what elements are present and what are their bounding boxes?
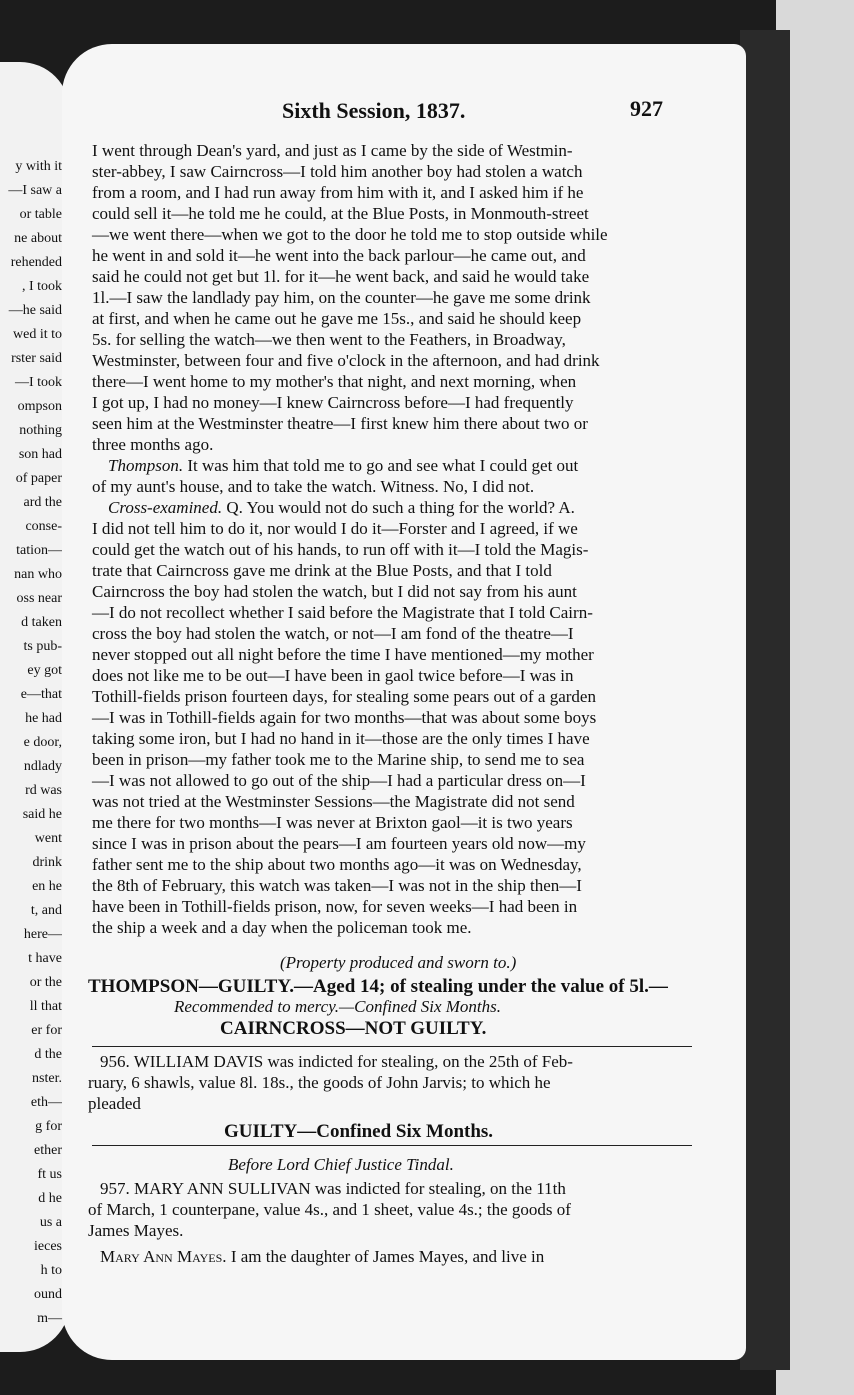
- text-line: me there for two months—I was never at Brixton gaol—it is two years: [92, 813, 573, 832]
- left-page-fragment: [0, 62, 70, 1352]
- left-page-text-fragment: rster said: [11, 351, 62, 366]
- text-line: could get the watch out of his hands, to run off with it—I told the Magis-: [92, 540, 589, 559]
- text-line: seen him at the Westminster theatre—I first knew him there about two or: [92, 414, 588, 433]
- court-heading: Before Lord Chief Justice Tindal.: [228, 1155, 454, 1174]
- left-page-text-fragment: e—that: [20, 687, 62, 702]
- left-page-text-fragment: er for: [31, 1023, 62, 1038]
- left-page-text-fragment: en he: [32, 879, 62, 894]
- case-957-line-3: James Mayes.: [88, 1221, 184, 1240]
- left-page-text-fragment: drink: [32, 855, 62, 870]
- left-page-text-fragment: rd was: [25, 783, 62, 798]
- text-line: the ship a week and a day when the policeman took me.: [92, 918, 472, 937]
- text-line: since I was in prison about the pears—I am fourteen years old now—my: [92, 834, 586, 853]
- text-line: trate that Cairncross gave me drink at the Blue Posts, and that I told: [92, 561, 552, 580]
- witness-text: I am the daughter of James Mayes, and live in: [230, 1247, 545, 1266]
- text-line: from a room, and I had run away from him with it, and I asked him if he: [92, 183, 584, 202]
- text-line: he went in and sold it—he went into the back parlour—he came out, and: [92, 246, 586, 265]
- text-line: I went through Dean's yard, and just as I came by the side of Westmin-: [92, 141, 573, 160]
- left-page-text-fragment: tation—: [16, 543, 62, 558]
- text-line: —I do not recollect whether I said before the Magistrate that I told Cairn-: [92, 603, 593, 622]
- left-page-text-fragment: —I saw a: [8, 183, 62, 198]
- left-page-text-fragment: t have: [28, 951, 62, 966]
- page-header-title: Sixth Session, 1837.: [282, 98, 466, 123]
- case-956-line-2: ruary, 6 shawls, value 8l. 18s., the goods of John Jarvis; to which he: [88, 1073, 551, 1092]
- left-page-text-fragment: went: [34, 831, 62, 846]
- text-line: —we went there—when we got to the door he told me to stop outside while: [92, 225, 608, 244]
- text-line: does not like me to be out—I have been in gaol twice before—I was in: [92, 666, 574, 685]
- case-956-line-3: pleaded: [88, 1094, 141, 1113]
- left-page-text-fragment: ether: [34, 1143, 62, 1158]
- left-page-text-fragment: or the: [29, 975, 62, 990]
- left-page-text-fragment: eth—: [30, 1095, 62, 1110]
- text-line: never stopped out all night before the time I have mentioned—my mother: [92, 645, 594, 664]
- left-page-text-fragment: us a: [39, 1215, 62, 1230]
- left-page-text-fragment: d he: [38, 1191, 62, 1206]
- text-line: at first, and when he came out he gave me 15s., and said he should keep: [92, 309, 582, 328]
- property-note: (Property produced and sworn to.): [280, 953, 517, 972]
- case-957-line-2: of March, 1 counterpane, value 4s., and 1 sheet, value 4s.; the goods of: [88, 1200, 571, 1219]
- left-page-text-fragment: ompson: [17, 399, 62, 414]
- left-page-text-fragment: ieces: [34, 1239, 62, 1254]
- left-page-text-fragment: wed it to: [13, 327, 62, 342]
- left-page-text-fragment: or table: [19, 207, 62, 222]
- text-line: I did not tell him to do it, nor would I do it—Forster and I agreed, if we: [92, 519, 578, 538]
- left-page-text-fragment: nan who: [14, 567, 62, 582]
- left-page-text-fragment: here—: [23, 927, 62, 942]
- left-page-text-fragment: ard the: [23, 495, 62, 510]
- text-line: Tothill-fields prison fourteen days, for stealing some pears out of a garden: [92, 687, 596, 706]
- text-line: of my aunt's house, and to take the watch. Witness. No, I did not.: [92, 477, 535, 496]
- left-page-text-fragment: g for: [35, 1119, 62, 1134]
- left-page-text-fragment: ft us: [37, 1167, 62, 1182]
- left-page-text-fragment: son had: [18, 447, 62, 462]
- text-line: —I was in Tothill-fields again for two months—that was about some boys: [92, 708, 597, 727]
- speaker-name: Cross-examined.: [108, 498, 223, 517]
- left-page-text-fragment: y with it: [15, 159, 62, 174]
- left-page-text-fragment: of paper: [15, 471, 62, 486]
- case-956-line-1: 956. WILLIAM DAVIS was indicted for stealing, on the 25th of Feb-: [100, 1052, 573, 1071]
- speaker-name: Thompson.: [108, 456, 184, 475]
- main-page: [62, 44, 746, 1360]
- left-page-text-fragment: ndlady: [23, 759, 62, 774]
- left-page-text-fragment: ey got: [27, 663, 62, 678]
- witness-line: [100, 1248, 544, 1265]
- text-line: Thompson. It was him that told me to go and see what I could get out: [108, 456, 579, 475]
- left-page-text-fragment: he had: [25, 711, 62, 726]
- left-page-text-fragment: oss near: [16, 591, 62, 606]
- text-line: Westminster, between four and five o'clock in the afternoon, and had drink: [92, 351, 600, 370]
- text-line: said he could not get but 1l. for it—he went back, and said he would take: [92, 267, 590, 286]
- left-page-text-fragment: nster.: [32, 1071, 62, 1086]
- left-page-text-fragment: —he said: [8, 303, 62, 318]
- verdict-thompson-sentence: Recommended to mercy.—Confined Six Months.: [174, 997, 502, 1016]
- text-line: there—I went home to my mother's that night, and next morning, when: [92, 372, 577, 391]
- verdict-thompson: THOMPSON—GUILTY.—Aged 14; of stealing under the value of 5l.—: [88, 976, 668, 997]
- left-page-text-fragment: h to: [40, 1263, 62, 1278]
- text-line: cross the boy had stolen the watch, or not—I am fond of the theatre—I: [92, 624, 574, 643]
- verdict-956: GUILTY—Confined Six Months.: [224, 1121, 494, 1142]
- text-line: the 8th of February, this watch was taken—I was not in the ship then—I: [92, 876, 582, 895]
- book-edge: [740, 30, 790, 1370]
- text-line: could sell it—he told me he could, at the Blue Posts, in Monmouth-street: [92, 204, 589, 223]
- left-page-text-fragment: ound: [34, 1287, 62, 1302]
- left-page-text-fragment: , I took: [21, 279, 62, 294]
- left-page-text-fragment: e door,: [23, 735, 62, 750]
- section-divider: [92, 1046, 692, 1047]
- page-number: 927: [630, 96, 663, 121]
- text-line: was not tried at the Westminster Sessions—the Magistrate did not send: [92, 792, 575, 811]
- left-page-text-fragment: ts pub-: [23, 639, 62, 654]
- left-page-text-fragment: said he: [22, 807, 62, 822]
- section-divider: [92, 1145, 692, 1146]
- text-line: three months ago.: [92, 435, 214, 454]
- left-page-text-fragment: rehended: [10, 255, 62, 270]
- left-page-text-fragment: nothing: [19, 423, 62, 438]
- text-line: father sent me to the ship about two months ago—it was on Wednesday,: [92, 855, 582, 874]
- text-line: Cairncross the boy had stolen the watch, but I did not say from his aunt: [92, 582, 577, 601]
- left-page-text-fragment: —I took: [14, 375, 62, 390]
- text-line: Cross-examined. Q. You would not do such a thing for the world? A.: [108, 498, 575, 517]
- left-page-text-fragment: ll that: [29, 999, 62, 1014]
- text-line: ster-abbey, I saw Cairncross—I told him another boy had stolen a watch: [92, 162, 583, 181]
- left-page-text-fragment: d the: [34, 1047, 62, 1062]
- left-page-text-fragment: m—: [37, 1311, 62, 1326]
- text-line: been in prison—my father took me to the Marine ship, to send me to sea: [92, 750, 585, 769]
- case-957-line-1: 957. MARY ANN SULLIVAN was indicted for stealing, on the 11th: [100, 1179, 566, 1198]
- witness-name: Mary Ann Mayes.: [100, 1247, 227, 1266]
- text-line: taking some iron, but I had no hand in it—those are the only times I have: [92, 729, 590, 748]
- text-line: —I was not allowed to go out of the ship—I had a particular dress on—I: [92, 771, 586, 790]
- left-page-text-fragment: t, and: [30, 903, 62, 918]
- left-page-text-fragment: ne about: [14, 231, 62, 246]
- left-page-text-fragment: d taken: [21, 615, 62, 630]
- left-page-text-fragment: conse-: [25, 519, 62, 534]
- text-line: have been in Tothill-fields prison, now, for seven weeks—I had been in: [92, 897, 578, 916]
- text-line: I got up, I had no money—I knew Cairncross before—I had frequently: [92, 393, 574, 412]
- text-line: 1l.—I saw the landlady pay him, on the counter—he gave me some drink: [92, 288, 591, 307]
- verdict-cairncross: CAIRNCROSS—NOT GUILTY.: [220, 1018, 487, 1039]
- text-line: 5s. for selling the watch—we then went to the Feathers, in Broadway,: [92, 330, 566, 349]
